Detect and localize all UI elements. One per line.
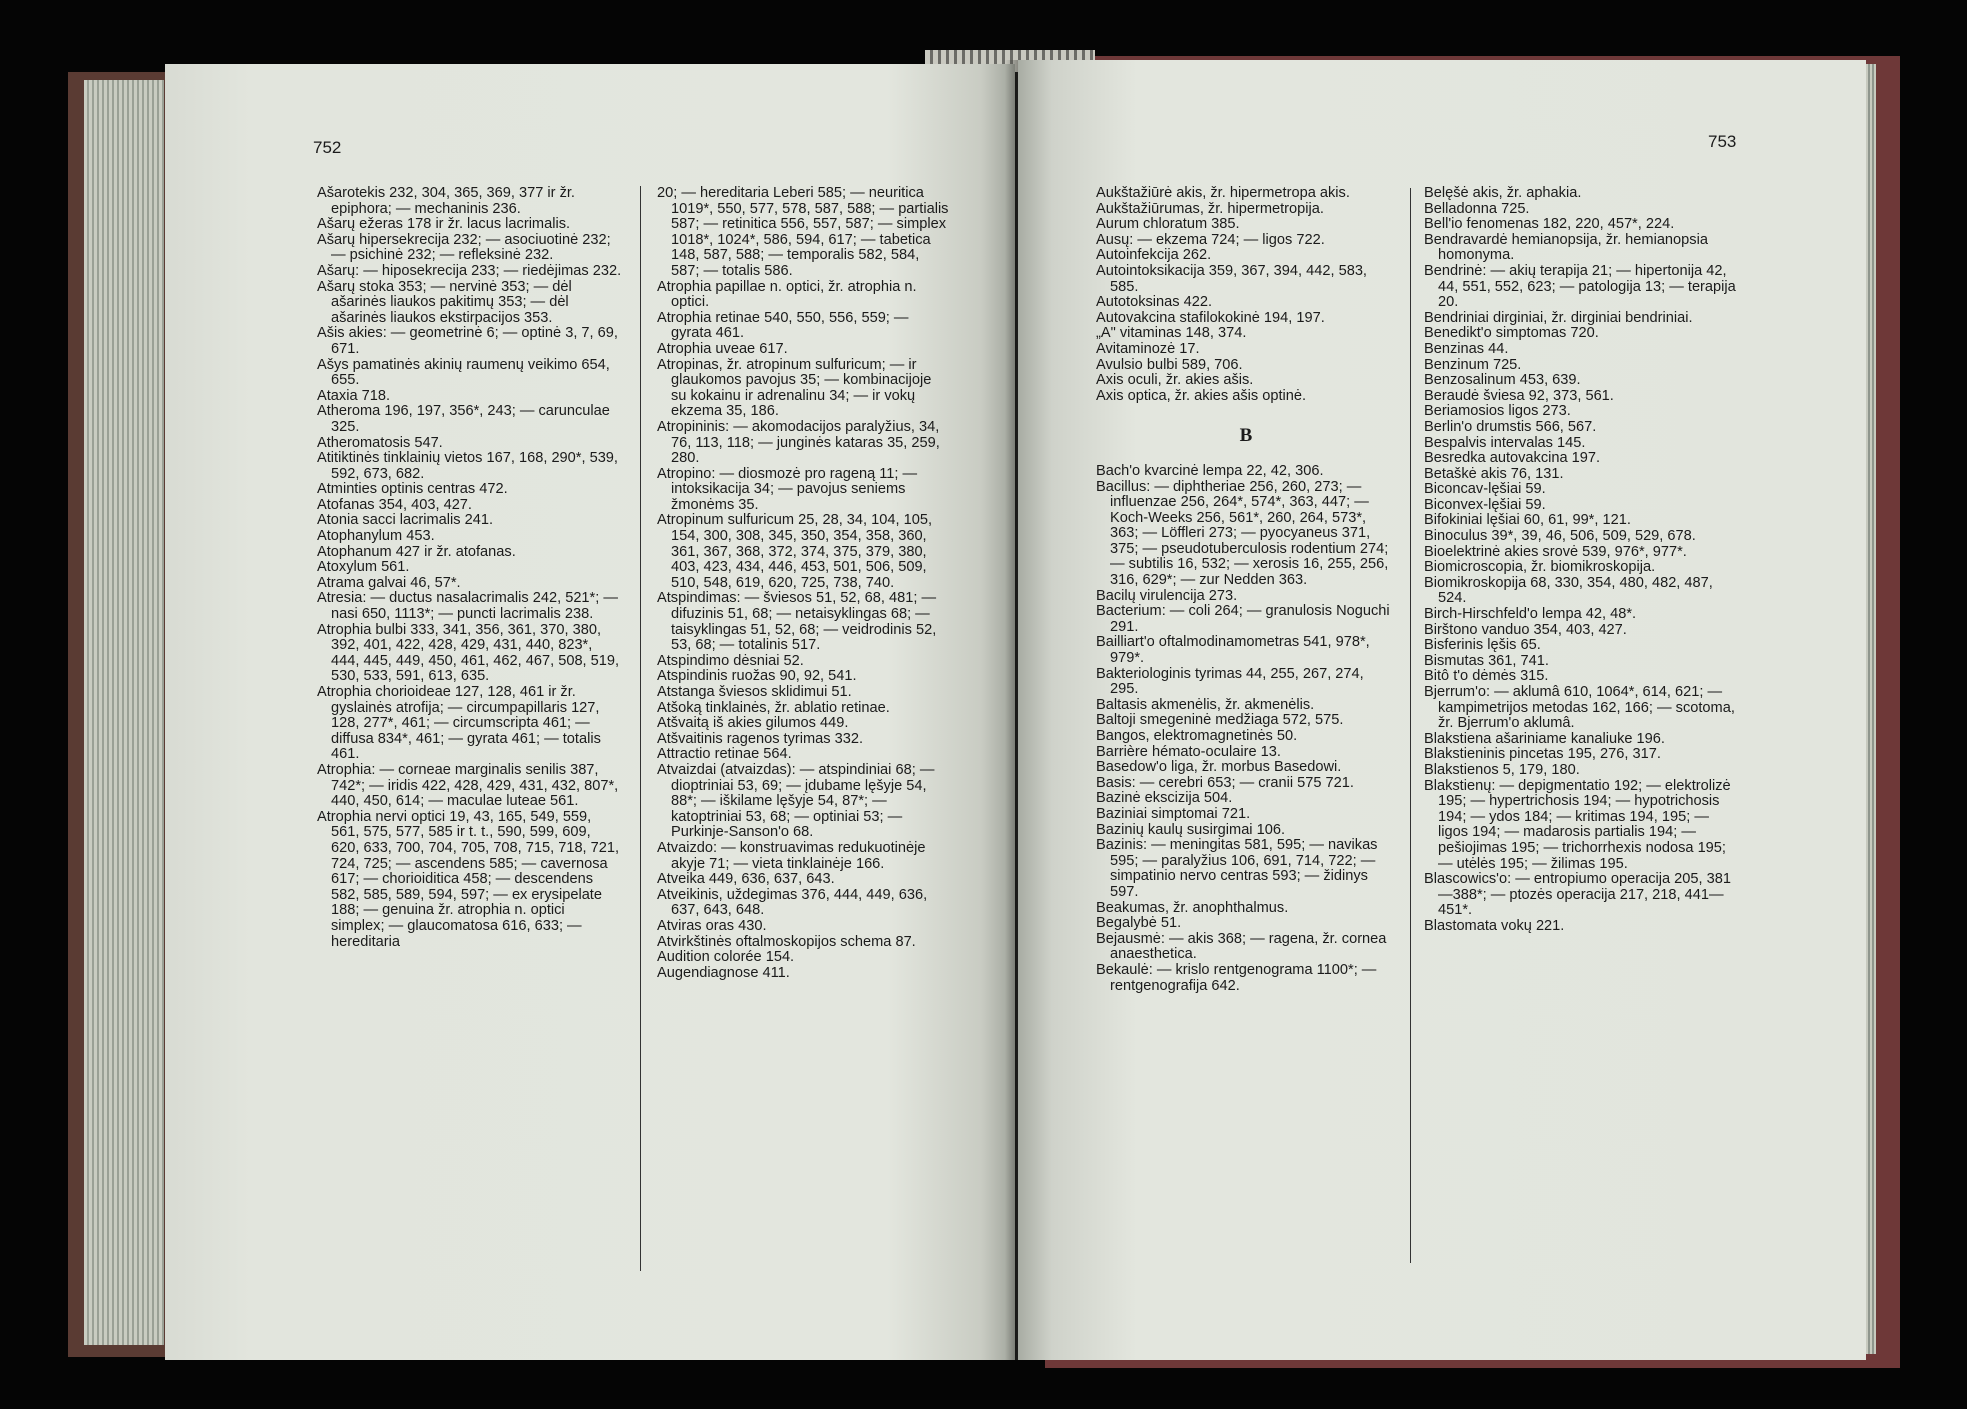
index-entry: Ašarų ežeras 178 ir žr. lacus lacrimalis. xyxy=(317,216,571,233)
index-entry: Axis oculi, žr. akies ašis. xyxy=(1096,372,1254,389)
index-entry: Atstanga šviesos sklidimui 51. xyxy=(657,684,852,700)
index-entry: Blascowics'o: — entropiumo operacija 205, 381—388*; — ptozės operacija 217, 218, 441—451*. xyxy=(1424,871,1731,919)
index-entry: Biconvex-lęšiai 59. xyxy=(1424,496,1546,513)
left-page xyxy=(165,64,1015,1360)
page-edges-left xyxy=(84,80,164,1345)
index-entry: Atropino: — diosmozė pro rageną 11; — intoksikacija 34; — pavojus seniems žmonėms 35. xyxy=(657,465,918,513)
index-entry: Beakumas, žr. anophthalmus. xyxy=(1096,899,1289,916)
index-entry: Ašarų: — hiposekrecija 233; — riedėjimas 232. xyxy=(317,262,622,279)
index-entry: Bitô t'o dėmės 315. xyxy=(1424,668,1549,685)
index-entry: Autoinfekcija 262. xyxy=(1096,247,1212,264)
index-entry: Atheroma 196, 197, 356*, 243; — carunculae 325. xyxy=(317,403,610,435)
index-entry: Belęšė akis, žr. aphakia. xyxy=(1424,185,1582,201)
index-entry: Bazinių kaulų susirgimai 106. xyxy=(1096,821,1286,838)
column-rule-left xyxy=(640,186,641,1271)
index-entry: Blakstieninis pincetas 195, 276, 317. xyxy=(1424,746,1661,763)
index-entry: Biconcav-lęšiai 59. xyxy=(1424,481,1546,498)
index-entry: Beraudė šviesa 92, 373, 561. xyxy=(1424,387,1614,404)
index-entry: 20; — hereditaria Leberi 585; — neuritica 1019*, 550, 577, 578, 587, 588; — partialis 587; — retinitica 556, 557, 587; — simplex 1018*, 1024*, 586, 594, 617; — tabetica 148, 587, 588; — temporalis 582, 584, 587; — totalis 586. xyxy=(657,185,949,279)
index-column-left-1 xyxy=(317,186,622,950)
index-entry: Binoculus 39*, 39, 46, 506, 509, 529, 678. xyxy=(1424,528,1696,545)
index-entry: Atveika 449, 636, 637, 643. xyxy=(657,871,835,888)
index-entry: Baltoji smegeninė medžiaga 572, 575. xyxy=(1096,712,1344,729)
index-entry: Audition colorée 154. xyxy=(657,949,795,966)
index-entry: Bioelektrinė akies srovė 539, 976*, 977*. xyxy=(1424,543,1687,560)
index-entry: Atofanas 354, 403, 427. xyxy=(317,496,472,513)
index-entry: Axis optica, žr. akies ašis optinė. xyxy=(1096,387,1307,404)
index-entry: Atrophia chorioideae 127, 128, 461 ir žr. gyslainės atrofija; — circumpapillaris 127, 128, 277*, 461; — circumscripta 461; — diffusa 834*, 461; — gyrata 461; — totalis 461. xyxy=(317,684,601,763)
index-entry: Blakstienos 5, 179, 180. xyxy=(1424,761,1580,778)
index-entry: Bifokiniai lęšiai 60, 61, 99*, 121. xyxy=(1424,512,1631,529)
index-entry: Ašys pamatinės akinių raumenų veikimo 654, 655. xyxy=(317,356,610,389)
index-entry: Bekaulė: — krislo rentgenograma 1100*; — rentgenografija 642. xyxy=(1096,961,1377,994)
index-entry: Bisferinis lęšis 65. xyxy=(1424,637,1541,654)
index-entry: Atspindinis ruožas 90, 92, 541. xyxy=(657,668,857,685)
index-entry: Betaškė akis 76, 131. xyxy=(1424,465,1564,482)
index-entry: Bendriniai dirginiai, žr. dirginiai bendriniai. xyxy=(1424,309,1693,326)
index-entry: Ašarotekis 232, 304, 365, 369, 377 ir žr. epiphora; — mechaninis 236. xyxy=(317,185,575,217)
index-entry: Biomicroscopia, žr. biomikroskopija. xyxy=(1424,559,1656,576)
index-entry: Ašis akies: — geometrinė 6; — optinė 3, 7, 69, 671. xyxy=(317,325,618,357)
index-entry: Blakstiena ašariniame kanaliuke 196. xyxy=(1424,730,1665,747)
index-entry: Atheromatosis 547. xyxy=(317,434,443,451)
index-entry: Atšvaitinis ragenos tyrimas 332. xyxy=(657,730,864,747)
index-entry: Autovakcina stafilokokinė 194, 197. xyxy=(1096,309,1325,326)
index-entry: Atophanum 427 ir žr. atofanas. xyxy=(317,543,516,560)
index-entry: Atminties optinis centras 472. xyxy=(317,481,508,498)
index-entry: Atitiktinės tinklainių vietos 167, 168, 290*, 539, 592, 673, 682. xyxy=(317,450,618,482)
index-entry: Atspindimas: — šviesos 51, 52, 68, 481; — difuzinis 51, 68; — netaisyklingas 68; — taisyklingas 51, 52, 68; — veidrodinis 52, 53, 68; — totalinis 517. xyxy=(657,590,937,654)
index-entry: Bach'o kvarcinė lempa 22, 42, 306. xyxy=(1096,462,1324,479)
index-entry: Bacilų virulencija 273. xyxy=(1096,587,1238,604)
index-entry: Besredka autovakcina 197. xyxy=(1424,450,1601,467)
index-entry: Baltasis akmenėlis, žr. akmenėlis. xyxy=(1096,696,1315,713)
index-entry: Atoxylum 561. xyxy=(317,559,410,576)
index-entry: Atropinas, žr. atropinum sulfuricum; — ir glaukomos pavojus 35; — kombinacijoje su kokainu ir adrenalinu 34; — ir vokų ekzema 35, 186. xyxy=(657,356,932,420)
index-entry: Bacillus: — diphtheriae 256, 260, 273; — influenzae 256, 264*, 574*, 363, 447; — Koch-Weeks 256, 561*, 260, 264, 573*, 363; — Löffleri 273; — pyocyaneus 371, 375; — pseudotuberculosis rodentium 274; — subtilis 16, 532; — xerosis 16, 255, 256, 316, 629*; — zur Nedden 363. xyxy=(1096,478,1389,589)
page-number-right: 753 xyxy=(1708,132,1737,151)
index-entry: Bismutas 361, 741. xyxy=(1424,652,1549,669)
index-entry: Aukštažiūrumas, žr. hipermetropija. xyxy=(1096,200,1324,217)
index-entry: Atšvaitą iš akies gilumos 449. xyxy=(657,715,849,732)
index-column-right-1b xyxy=(1096,464,1396,994)
index-entry: Bendrinė: — akių terapija 21; — hipertonija 42, 44, 551, 552, 623; — patologija 13; — terapija 20. xyxy=(1424,262,1736,311)
right-page xyxy=(1018,60,1866,1360)
index-column-right-2 xyxy=(1424,186,1742,935)
index-entry: Bazinė ekscizija 504. xyxy=(1096,790,1233,807)
index-entry: Bailliart'o oftalmodinamometras 541, 978*, 979*. xyxy=(1096,634,1370,667)
index-entry: Atropinum sulfuricum 25, 28, 34, 104, 105, 154, 300, 308, 345, 350, 354, 358, 360, 361, 367, 368, 372, 374, 375, 379, 380, 403, 423, 434, 446, 453, 501, 506, 509, 510, 548, 619, 620, 725, 738, 740. xyxy=(657,512,933,591)
index-entry: Atresia: — ductus nasalacrimalis 242, 521*; — nasi 650, 1113*; — puncti lacrimalis 238. xyxy=(317,590,618,623)
index-entry: Bell'io fenomenas 182, 220, 457*, 224. xyxy=(1424,216,1675,233)
index-entry: Atspindimo dėsniai 52. xyxy=(657,652,804,669)
index-entry: Benzosalinum 453, 639. xyxy=(1424,372,1581,389)
index-entry: Belladonna 725. xyxy=(1424,200,1530,217)
index-entry: Bakteriologinis tyrimas 44, 255, 267, 274, 295. xyxy=(1096,665,1364,698)
index-entry: Ataxia 718. xyxy=(317,387,391,404)
index-entry: Attractio retinae 564. xyxy=(657,746,792,763)
index-entry: Bangos, elektromagnetinės 50. xyxy=(1096,728,1298,744)
index-column-right-1 xyxy=(1096,186,1396,994)
index-entry: Atveikinis, uždegimas 376, 444, 449, 636, 637, 643, 648. xyxy=(657,886,928,919)
index-entry: Blakstienų: — depigmentatio 192; — elektrolizė 195; — hypertrichosis 194; — hypotrichosis 194; — ydos 184; — kritimas 194, 195; — ligos 194; — madarosis partialis 194; — pešiojimas 195; — trichorrhexis nodosa 195; — utėlės 195; — žilimas 195. xyxy=(1424,777,1731,872)
index-column-right-1a xyxy=(1096,186,1396,404)
index-entry: Ašarų stoka 353; — nervinė 353; — dėl ašarinės liaukos pakitimų 353; — dėl ašarinės liaukos ekstirpacijos 353. xyxy=(317,278,572,326)
index-entry: Atvirkštinės oftalmoskopijos schema 87. xyxy=(657,933,916,950)
index-entry: Atviras oras 430. xyxy=(657,917,767,934)
index-entry: Atvaizdo: — konstruavimas redukuotinėje akyje 71; — vieta tinklainėje 166. xyxy=(657,839,926,872)
index-entry: Atrophia papillae n. optici, žr. atrophia n. optici. xyxy=(657,278,917,311)
index-entry: Bjerrum'o: — aklumâ 610, 1064*, 614, 621; — kampimetrijos metodas 162, 166; — scotoma, žr. Bjerrum'o aklumâ. xyxy=(1424,684,1735,732)
index-entry: Bacterium: — coli 264; — granulosis Noguchi 291. xyxy=(1096,603,1390,635)
column-rule-right xyxy=(1410,188,1411,1263)
index-entry: Augendiagnose 411. xyxy=(657,964,790,981)
index-entry: Bejausmė: — akis 368; — ragena, žr. cornea anaesthetica. xyxy=(1096,930,1387,963)
index-column-left-2 xyxy=(657,186,950,981)
index-entry: Ausų: — ekzema 724; — ligos 722. xyxy=(1096,231,1325,248)
index-entry: Atrophia bulbi 333, 341, 356, 361, 370, 380, 392, 401, 422, 428, 429, 431, 440, 823*, 444, 445, 449, 450, 461, 462, 467, 508, 519, 530, 533, 591, 613, 635. xyxy=(317,621,620,685)
index-entry: Avitaminozė 17. xyxy=(1096,340,1200,357)
index-entry: Autointoksikacija 359, 367, 394, 442, 583, 585. xyxy=(1096,262,1367,295)
index-entry: Birch-Hirschfeld'o lempa 42, 48*. xyxy=(1424,606,1637,623)
index-entry: Autotoksinas 422. xyxy=(1096,294,1213,311)
index-entry: Atvaizdai (atvaizdas): — atspindiniai 68; — dioptriniai 53, 69; — įdubame lęšyje 54, 88*; — iškilame lęšyje 54, 87*; — katoptriniai 53, 68; — optiniai 53; — Purkinje-Sanson'o 68. xyxy=(657,761,935,841)
index-entry: Atrophia retinae 540, 550, 556, 559; — gyrata 461. xyxy=(657,309,909,342)
page-number-left: 752 xyxy=(313,138,342,157)
index-entry: Benzinum 725. xyxy=(1424,356,1522,373)
index-entry: Atrophia uveae 617. xyxy=(657,340,788,357)
index-entry: Aurum chloratum 385. xyxy=(1096,216,1240,233)
index-entry: Aukštažiūrė akis, žr. hipermetropa akis. xyxy=(1096,185,1350,201)
section-letter-b: B xyxy=(1239,425,1253,447)
index-entry: Berlin'o drumstis 566, 567. xyxy=(1424,418,1597,435)
index-entry: Biomikroskopija 68, 330, 354, 480, 482, 487, 524. xyxy=(1424,574,1713,607)
index-entry: Atropininis: — akomodacijos paralyžius, 34, 76, 113, 118; — junginės kataras 35, 259, 280. xyxy=(657,418,940,467)
index-entry: Atophanylum 453. xyxy=(317,528,435,545)
index-entry: Basis: — cerebri 653; — cranii 575 721. xyxy=(1096,774,1354,791)
index-entry: Basedow'o liga, žr. morbus Basedowi. xyxy=(1096,759,1342,776)
index-entry: Blastomata vokų 221. xyxy=(1424,917,1565,934)
index-entry: Bespalvis intervalas 145. xyxy=(1424,434,1586,451)
index-entry: Bazinis: — meningitas 581, 595; — navikas 595; — paralyžius 106, 691, 714, 722; — simpatinio nervo centras 593; — židinys 597. xyxy=(1096,837,1378,900)
index-entry: Atšoką tinklainės, žr. ablatio retinae. xyxy=(657,699,890,716)
index-entry: Avulsio bulbi 589, 706. xyxy=(1096,356,1243,373)
index-entry: Benzinas 44. xyxy=(1424,340,1509,357)
index-entry: Barrière hémato-oculaire 13. xyxy=(1096,743,1281,760)
index-entry: Birštono vanduo 354, 403, 427. xyxy=(1424,621,1627,638)
index-entry: „A" vitaminas 148, 374. xyxy=(1096,325,1247,342)
index-entry: Atrophia: — corneae marginalis senilis 387, 742*; — iridis 422, 428, 429, 431, 432, 807*, 440, 450, 614; — maculae luteae 561. xyxy=(317,761,619,810)
index-entry: Beriamosios ligos 273. xyxy=(1424,403,1571,420)
index-entry: Ašarų hipersekrecija 232; — asociuotinė 232; — psichinė 232; — refleksinė 232. xyxy=(317,231,611,264)
index-entry: Begalybė 51. xyxy=(1096,915,1182,932)
index-entry: Baziniai simptomai 721. xyxy=(1096,805,1251,822)
index-entry: Atrama galvai 46, 57*. xyxy=(317,574,461,591)
index-entry: Atonia sacci lacrimalis 241. xyxy=(317,512,494,529)
index-entry: Atrophia nervi optici 19, 43, 165, 549, 559, 561, 575, 577, 585 ir t. t., 590, 599, 609, 620, 633, 700, 704, 705, 708, 715, 718, 721, 724, 725; — ascendens 585; — cavernosa 617; — chorioiditica 458; — descendens 582, 585, 589, 594, 597; — ex erysipelate 188; — genuina žr. atrophia n. optici simplex; — glaucomatosa 616, 633; — hereditaria xyxy=(317,808,620,950)
index-entry: Bendravardė hemianopsija, žr. hemianopsia homonyma. xyxy=(1424,231,1708,264)
index-entry: Benedikt'o simptomas 720. xyxy=(1424,325,1599,342)
